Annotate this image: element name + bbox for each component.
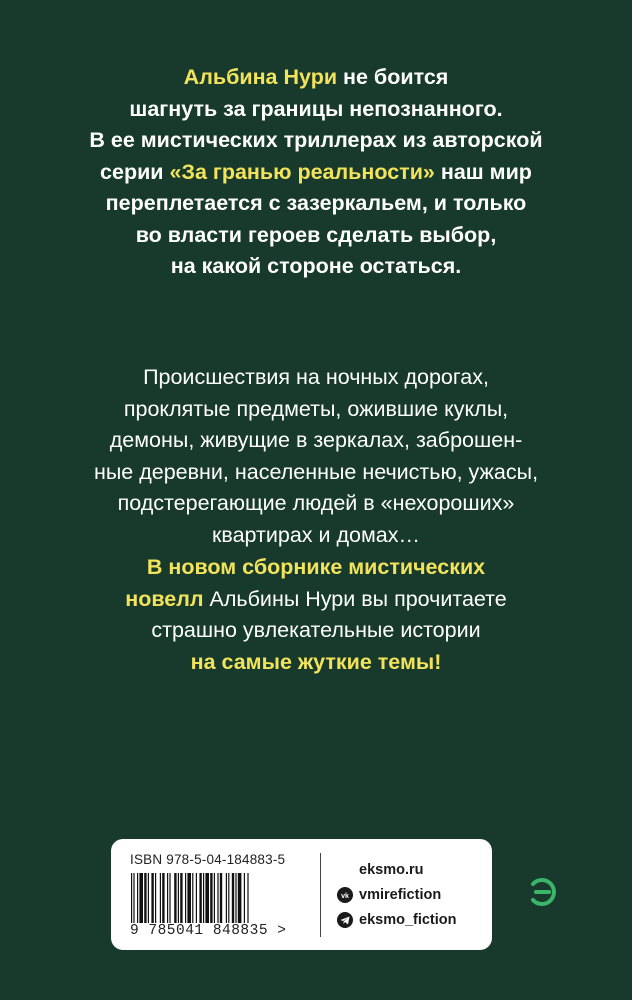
promo-line-3: страшно увлекательные истории — [151, 618, 481, 642]
intro-line-7: на какой стороне остаться. — [170, 254, 462, 278]
barcode-bar — [139, 873, 143, 923]
description-line: демоны, живущие в зеркалах, заброшен- — [109, 428, 523, 452]
intro-line-5: переплетается с зазеркальем, и только — [105, 191, 527, 215]
barcode-bar — [226, 873, 227, 923]
barcode-bar — [133, 873, 134, 923]
barcode-bar — [238, 873, 242, 923]
barcode-bar — [220, 873, 222, 923]
author-name: Альбина Нури — [183, 65, 338, 89]
website-link[interactable] — [337, 859, 487, 881]
promo-text — [0, 552, 632, 678]
description-line: Происшествия на ночных дорогах, — [143, 365, 489, 389]
intro-line-6: во власти героев сделать выбор, — [135, 222, 497, 247]
eksmo-logo-icon — [525, 875, 559, 909]
barcode-bar — [247, 873, 248, 923]
promo-line-2-rest: Альбины Нури вы прочитаете — [203, 586, 507, 611]
barcode-bar — [203, 873, 204, 923]
description-line: квартирах и домах… — [212, 522, 420, 547]
barcode-bar — [131, 873, 132, 923]
barcode-bar — [217, 873, 218, 923]
barcode-bar — [137, 873, 138, 923]
description-line: проклятые предметы, ожившие куклы, — [123, 396, 509, 421]
intro-line-4-c: наш мир — [434, 159, 532, 184]
barcode-bar — [185, 873, 186, 923]
book-description — [0, 362, 632, 551]
vk-label: vmirefiction — [359, 887, 442, 903]
barcode-bar — [244, 873, 245, 923]
barcode-bar — [167, 873, 168, 923]
description-line: ные деревни, населенные нечистью, ужасы, — [93, 459, 539, 484]
intro-line-4 — [0, 157, 632, 189]
barcode-bar — [205, 873, 209, 923]
barcode-bar — [187, 873, 191, 923]
telegram-label: eksmo_fiction — [359, 912, 457, 928]
barcode-bar — [199, 873, 201, 923]
barcode-bar — [192, 873, 193, 923]
publisher-links — [337, 859, 487, 934]
promo-line-2 — [0, 584, 632, 616]
description-line: подстерегающие людей в «нехороших» — [117, 491, 515, 515]
barcode-bar — [151, 873, 153, 923]
svg-text:vk: vk — [341, 893, 349, 899]
barcode-bar — [148, 873, 149, 923]
barcode-bar — [196, 873, 197, 923]
divider — [320, 853, 321, 937]
barcode-panel — [111, 839, 492, 950]
barcode-bar — [235, 873, 236, 923]
barcode-bar — [160, 873, 161, 923]
intro-line-3: В ее мистических триллерах из авторской — [89, 128, 543, 152]
intro-line-1-rest: не боится — [337, 65, 449, 89]
author-intro — [0, 62, 632, 283]
barcode-bar — [228, 873, 229, 923]
barcode-bar — [174, 873, 176, 923]
intro-line-1 — [0, 62, 632, 94]
barcode-bar — [180, 873, 182, 923]
barcode — [131, 873, 303, 923]
barcode-bar — [214, 873, 215, 923]
barcode-bar — [162, 873, 164, 923]
promo-line-4: на самые жуткие темы! — [190, 649, 442, 674]
promo-line-2-highlight: новелл — [125, 586, 204, 611]
series-name: «За гранью реальности» — [169, 159, 435, 184]
barcode-bar — [210, 873, 212, 923]
telegram-icon — [337, 912, 353, 928]
intro-line-4-a: серии — [100, 159, 170, 184]
barcode-bar — [169, 873, 170, 923]
vk-icon — [337, 887, 353, 903]
website-label: eksmo.ru — [359, 862, 424, 878]
barcode-bar — [178, 873, 179, 923]
vk-link[interactable] — [337, 884, 487, 906]
intro-line-2: шагнуть за границы непознанного. — [129, 96, 503, 121]
isbn-text: ISBN 978-5-04-184883-5 — [130, 852, 286, 867]
promo-line-1: В новом сборнике мистических — [146, 555, 486, 579]
telegram-link[interactable] — [337, 909, 487, 931]
barcode-number: 9 785041 848835 > — [130, 923, 287, 939]
barcode-bar — [155, 873, 156, 923]
barcode-bar — [232, 873, 234, 923]
barcode-bar — [144, 873, 146, 923]
